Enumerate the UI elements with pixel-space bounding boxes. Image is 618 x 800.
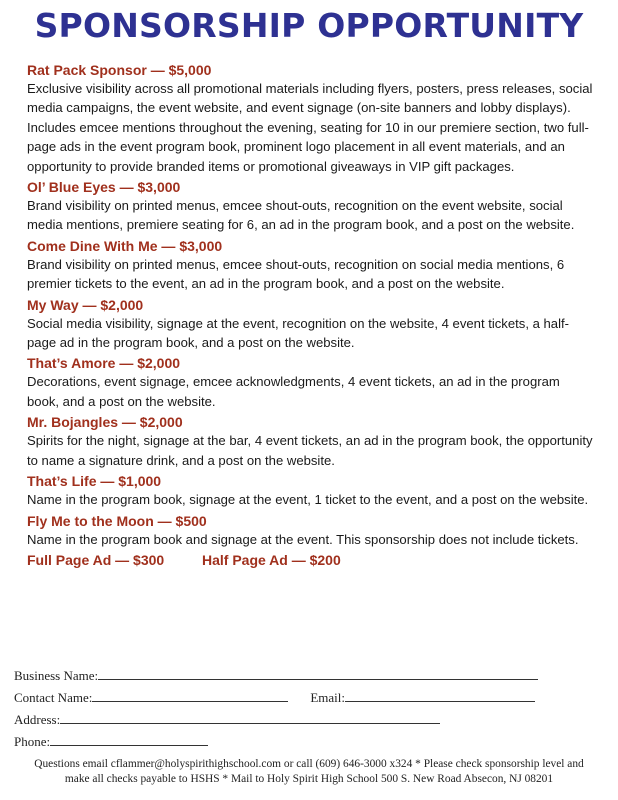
tier-name: Ol’ Blue Eyes — $3,000 <box>27 179 181 196</box>
tier-description: Name in the program book and signage at the event. This sponsorship does not include tickets. <box>27 531 579 547</box>
tier-name: Rat Pack Sponsor — $5,000 <box>27 62 212 78</box>
tier-description: Brand visibility on printed menus, emcee shout-outs, recognition on the event website, social media mentions, premiere seating for 6, an ad in the program book, and a post on the website. <box>27 198 575 233</box>
footer-info <box>14 757 604 787</box>
phone-label: Phone: <box>14 734 51 749</box>
half-page-ad: Half Page Ad — $200 <box>202 551 341 568</box>
contact-row <box>14 687 604 709</box>
tier-name: My Way — $2,000 <box>27 296 144 313</box>
business-name-field[interactable] <box>98 667 538 680</box>
contact-name-label: Contact Name: <box>14 690 93 705</box>
address-row <box>14 709 604 731</box>
tier-description: Exclusive visibility across all promotional materials including flyers, posters, press releases, social media campaigns, the event website, and event signage (on-site banners and lobby displays). Includes emcee mentions throughout the evening, seating for 10 in our premiere section, two full-page ads in the event program book, prominent logo placement in all event materials, and an opportunity to provide branded items or promotional giveaways in VIP gift packages. <box>27 81 593 174</box>
contact-name-field[interactable] <box>92 689 288 702</box>
tier-description: Spirits for the night, signage at the bar, 4 event tickets, an ad in the program book, the opportunity to name a signature drink, and a post on the website. <box>27 433 593 468</box>
tier-name: That’s Amore — $2,000 <box>27 355 181 372</box>
tier-description: Social media visibility, signage at the event, recognition on the website, 4 event tickets, a half-page ad in the program book, and a post on the website. <box>27 315 569 351</box>
address-field[interactable] <box>60 711 440 724</box>
phone-row <box>14 731 604 753</box>
tier-name: Come Dine With Me — $3,000 <box>27 237 223 254</box>
address-label: Address: <box>14 712 61 727</box>
tier-name: That’s Life — $1,000 <box>27 473 162 490</box>
full-page-ad: Full Page Ad — $300 <box>27 551 165 568</box>
business-row <box>14 665 604 687</box>
tier-name: Fly Me to the Moon — $500 <box>27 512 207 529</box>
phone-field[interactable] <box>50 733 208 746</box>
email-field[interactable] <box>345 689 535 702</box>
footer-line: Questions email cflammer@holyspirithighschool.com or call (609) 646-3000 x324 * Please check sponsorship level and <box>34 758 584 770</box>
tier-name: Mr. Bojangles — $2,000 <box>27 414 183 431</box>
page-title: SPONSORSHIP OPPORTUNITY <box>34 6 584 45</box>
tier-list <box>27 61 593 569</box>
tier-description: Brand visibility on printed menus, emcee shout-outs, recognition on social media mentions, 6 premier tickets to the event, an ad in the program book, and a post on the website. <box>27 256 565 292</box>
footer-line: make all checks payable to HSHS * Mail to Holy Spirit High School 500 S. New Road Absecon, NJ 08201 <box>64 773 554 785</box>
tier-description: Name in the program book, signage at the event, 1 ticket to the event, and a post on the website. <box>27 492 589 508</box>
tier-description: Decorations, event signage, emcee acknowledgments, 4 event tickets, an ad in the program book, and a post on the website. <box>27 374 560 409</box>
sponsor-form <box>14 665 604 753</box>
email-label: Email: <box>310 690 346 705</box>
business-name-label: Business Name: <box>14 668 99 683</box>
ad-options <box>27 551 593 569</box>
